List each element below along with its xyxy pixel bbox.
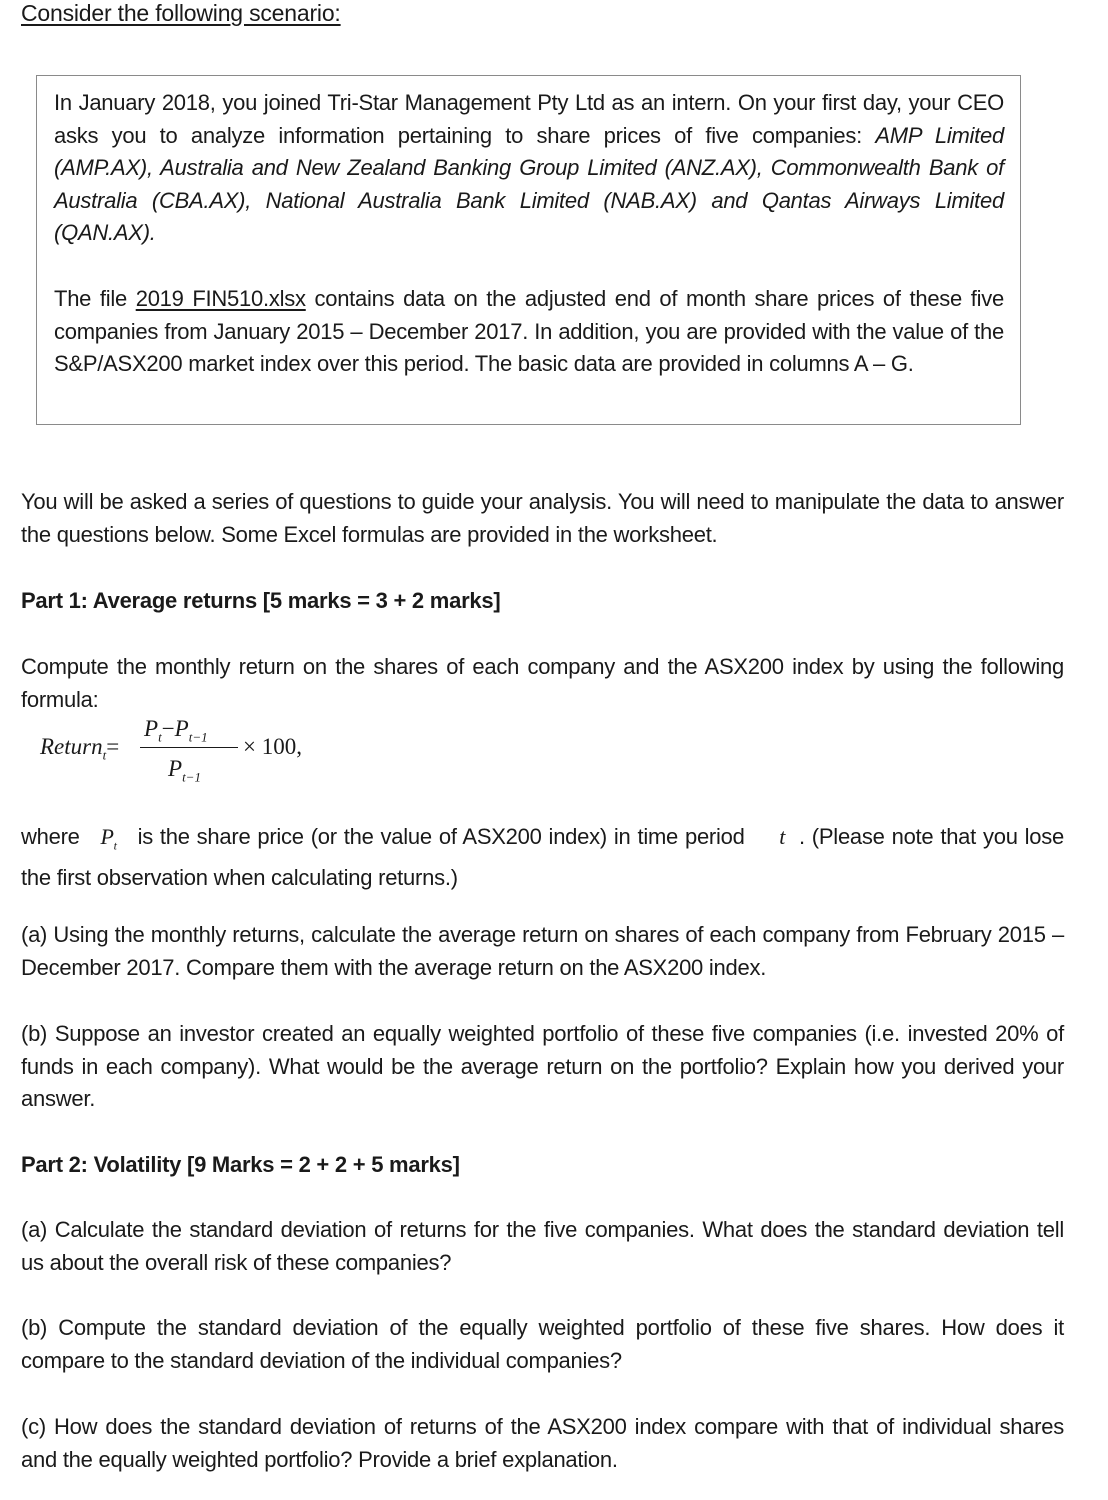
formula-denominator: $P_{t-1}$ [168,756,201,785]
scenario-text: The file [54,286,136,311]
formula-numerator: $P_t-P_{t-1}$ [144,716,208,745]
intro-paragraph: You will be asked a series of questions to guide your analysis. You will need to manipulate the data to answer the questions below. Some Excel formulas are provided in the worksheet. [21,489,1064,547]
return-formula [40,718,370,788]
formula-lhs: Return$_t$= [40,734,120,763]
company-list: AMP Limited (AMP.AX), Australia and New Zealand Banking Group Limited (ANZ.AX), Commonwealth Bank of Australia (CBA.AX), National Australia Bank Limited (NAB.AX) and Qantas Airways Limited (QAN.AX). [54,122,1005,246]
part1-question-b: (b) Suppose an investor created an equally weighted portfolio of these five companies (i.e. invested 20% of funds in each company). What would be the average return on the portfolio? Explain how you derived your answer. [21,1021,1064,1112]
formula-multiplier: × 100, [243,734,302,759]
part1-question-a: (a) Using the monthly returns, calculate the average return on shares of each company from February 2015 – December 2017. Compare them with the average return on the ASX200 index. [21,922,1064,980]
part1-heading: Part 1: Average returns [5 marks = 3 + 2 marks] [21,588,501,613]
scenario-paragraph-2 [54,283,1004,381]
part2-heading: Part 2: Volatility [9 Marks = 2 + 2 + 5 marks] [21,1152,460,1177]
part2-question-c: (c) How does the standard deviation of returns of the ASX200 index compare with that of individual shares and the equally weighted portfolio? Provide a brief explanation. [21,1414,1064,1472]
scenario-paragraph-1 [54,87,1004,250]
part2-question-b: (b) Compute the standard deviation of the equally weighted portfolio of these five shares. How does it compare to the standard deviation of the individual companies? [21,1315,1064,1373]
time-symbol: t [779,824,786,849]
scenario-text: contains data on the adjusted end of month share prices of these five companies from January 2015 – December 2017. In addition, you are provided with the value of the S&P/ASX200 market index over this period. The basic data are provided in columns A – G. [54,286,1004,377]
price-symbol: $P_t$ [100,824,117,853]
page-title: Consider the following scenario: [21,0,341,26]
scenario-box [36,75,1021,425]
where-paragraph: where $P_t$ is the share price (or the value of ASX200 index) in time period t . (Please note that you lose the first observation when calculating returns.) [21,824,1064,890]
file-link[interactable]: 2019 FIN510.xlsx [135,286,306,311]
part2-question-a: (a) Calculate the standard deviation of returns for the five companies. What does the standard deviation tell us about the overall risk of these companies? [21,1217,1064,1275]
scenario-text: In January 2018, you joined Tri-Star Management Pty Ltd as an intern. On your first day, your CEO asks you to analyze information pertaining to share prices of five companies: [54,90,1004,148]
fraction-bar [140,747,238,748]
part1-instruction: Compute the monthly return on the shares of each company and the ASX200 index by using the following formula: [21,654,1064,712]
